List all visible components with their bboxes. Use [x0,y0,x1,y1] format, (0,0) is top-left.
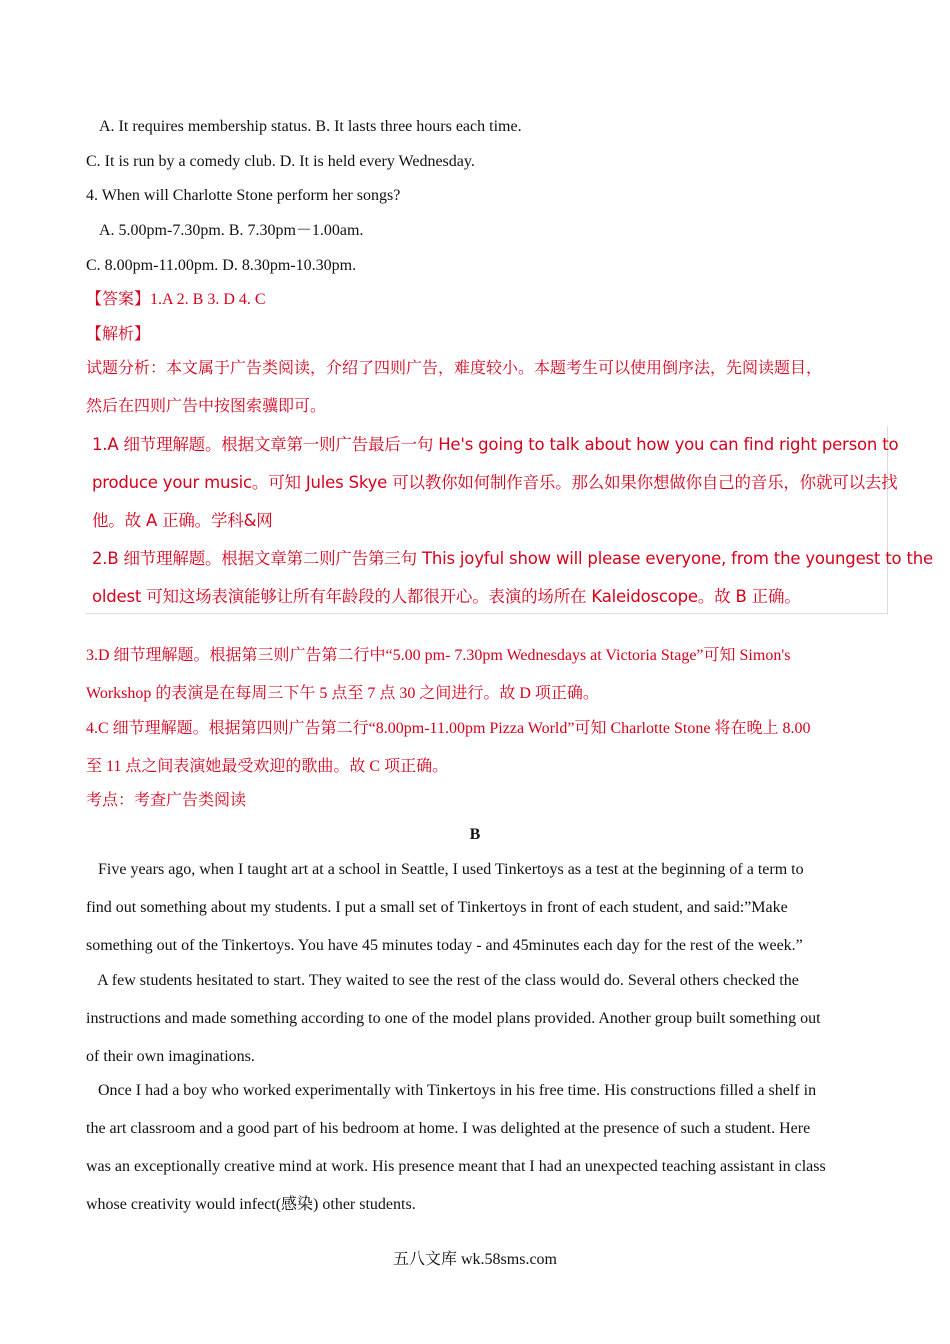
box-line-5: oldest 可知这场表演能够让所有年龄段的人都很开心。表演的场所在 Kaleidoscope。故 B 正确。 [92,587,801,606]
passage-p3-line-4: whose creativity would infect(感染) other students. [86,1196,416,1213]
analysis-q3-line-2: Workshop 的表演是在每周三下午 5 点至 7 点 30 之间进行。故 D 项正确。 [86,685,599,702]
question-3-options-line-2: C. It is run by a comedy club. D. It is held every Wednesday. [86,153,475,170]
analysis-intro-line-2: 然后在四则广告中按图索骥即可。 [86,398,327,415]
analysis-box [86,426,933,614]
passage-p1-line-3: something out of the Tinkertoys. You have 45 minutes today - and 45minutes each day for the rest of the week.” [86,937,803,954]
question-4-options-line-1: A. 5.00pm-7.30pm. B. 7.30pm－1.00am. [99,222,364,239]
box-line-2: produce your music。可知 Jules Skye 可以教你如何制作音乐。那么如果你想做你自己的音乐，你就可以去找 [92,473,898,492]
passage-p2-line-3: of their own imaginations. [86,1048,255,1065]
passage-p1-line-2: find out something about my students. I put a small set of Tinkertoys in front of each student, and said:”Make [86,899,788,916]
analysis-q4-line-2: 至 11 点之间表演她最受欢迎的歌曲。故 C 项正确。 [86,758,449,775]
answers-line: 【答案】1.A 2. B 3. D 4. C [86,291,266,308]
kaodian-line: 考点：考查广告类阅读 [86,792,247,809]
passage-p3-line-1: Once I had a boy who worked experimentally with Tinkertoys in his free time. His constructions filled a shelf in [86,1082,817,1099]
passage-p2-line-2: instructions and made something according to one of the model plans provided. Another group built something out [86,1010,821,1027]
passage-p1-line-1: Five years ago, when I taught art at a school in Seattle, I used Tinkertoys as a test at the beginning of a term to [86,861,804,878]
page-footer: 五八文库 wk.58sms.com [392,1251,557,1268]
analysis-intro-line-1: 试题分析：本文属于广告类阅读，介绍了四则广告，难度较小。本题考生可以使用倒序法，先阅读题目， [86,360,823,377]
question-4-stem: 4. When will Charlotte Stone perform her songs? [86,187,401,204]
analysis-q3-line-1: 3.D 细节理解题。根据第三则广告第二行中“5.00 pm- 7.30pm Wednesdays at Victoria Stage”可知 Simon's [86,647,791,664]
box-line-1: 1.A 细节理解题。根据文章第一则广告最后一句 He's going to talk about how you can find right person to [92,435,899,454]
passage-p3-line-3: was an exceptionally creative mind at work. His presence meant that I had an unexpected teaching assistant in class [86,1158,826,1175]
analysis-q4-line-1: 4.C 细节理解题。根据第四则广告第二行“8.00pm-11.00pm Pizza World”可知 Charlotte Stone 将在晚上 8.00 [86,720,811,737]
passage-p2-line-1: A few students hesitated to start. They waited to see the rest of the class would do. Several others checked the [86,972,799,989]
box-line-3: 他。故 A 正确。学科&网 [92,511,273,530]
box-line-4: 2.B 细节理解题。根据文章第二则广告第三句 This joyful show will please everyone, from the youngest to the [92,549,933,568]
analysis-label: 【解析】 [86,326,151,343]
question-3-options-line-1: A. It requires membership status. B. It lasts three hours each time. [99,118,522,135]
passage-p3-line-2: the art classroom and a good part of his bedroom at home. I was delighted at the presence of such a student. Here [86,1120,811,1137]
section-heading: B [469,826,481,843]
question-4-options-line-2: C. 8.00pm-11.00pm. D. 8.30pm-10.30pm. [86,257,357,274]
